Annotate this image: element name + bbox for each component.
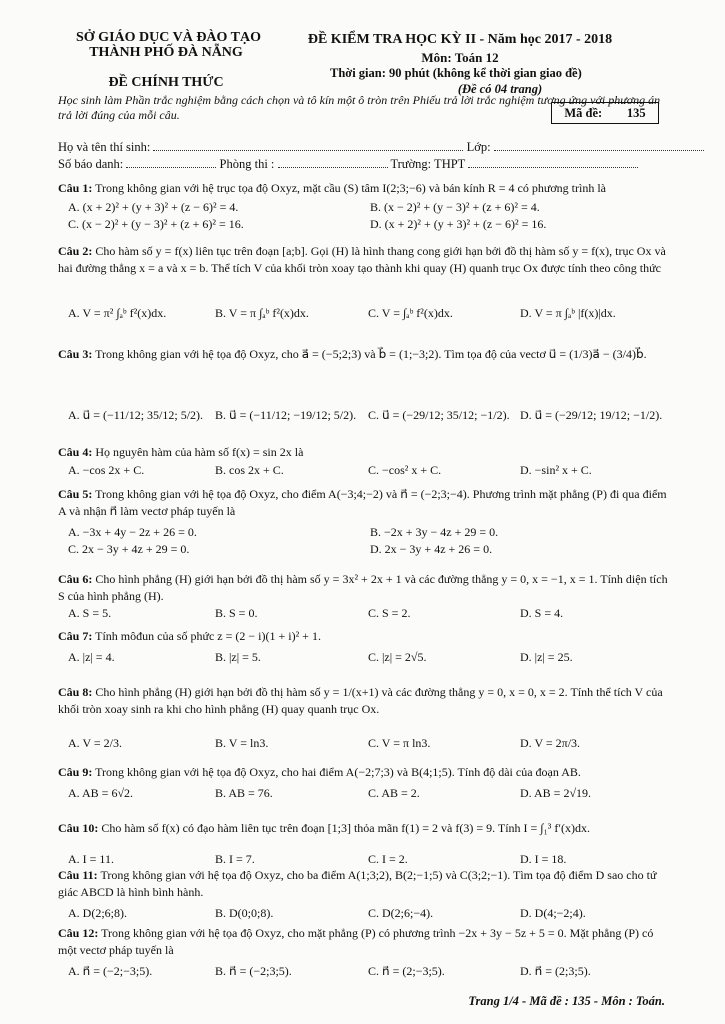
question-8: [58, 684, 670, 718]
question-9-option-a: A. AB = 6√2.: [68, 786, 134, 800]
question-3-option-a: A. u⃗ = (−11/12; 35/12; 5/2).: [68, 408, 204, 422]
dept-name: SỞ GIÁO DỤC VÀ ĐÀO TẠO: [76, 30, 262, 45]
room-field[interactable]: [278, 167, 388, 168]
question-9-option-c: C. AB = 2.: [368, 786, 420, 800]
question-text: Cho hình phẳng (H) giới hạn bởi đồ thị hàm số y = 3x² + 2x + 1 và các đường thẳng y = 0, x = −1, x = 1. Tính diện tích S của hình phẳng (H).: [58, 572, 668, 603]
question-8-option-d: D. V = 2π/3.: [520, 736, 581, 750]
question-text: Trong không gian với hệ tọa độ Oxyz, cho ba điểm A(1;3;2), B(2;−1;5) và C(3;2;−1). Tìm tọa độ điểm D sao cho tứ giác ABCD là hình bình hành.: [58, 868, 657, 899]
exam-time: Thời gian: 90 phút (không kể thời gian giao đề): [330, 66, 582, 80]
question-7-option-d: D. |z| = 25.: [520, 650, 573, 664]
question-10-option-c: C. I = 2.: [368, 852, 408, 866]
question-7-option-a: A. |z| = 4.: [68, 650, 115, 664]
question-8-option-b: B. V = ln3.: [215, 736, 269, 750]
exam-subject: Môn: Toán 12: [421, 50, 499, 65]
question-10-option-b: B. I = 7.: [215, 852, 255, 866]
question-3-option-c: C. u⃗ = (−29/12; 35/12; −1/2).: [368, 408, 510, 422]
question-text: Họ nguyên hàm của hàm số f(x) = sin 2x là: [95, 445, 304, 459]
question-label: Câu 10:: [58, 821, 99, 835]
question-10-option-d: D. I = 18.: [520, 852, 567, 866]
page-footer: Trang 1/4 - Mã đề : 135 - Môn : Toán.: [468, 994, 665, 1008]
question-10: [58, 820, 670, 837]
question-7: [58, 628, 670, 645]
question-9-option-d: D. AB = 2√19.: [520, 786, 592, 800]
student-id-label: Số báo danh:: [58, 157, 124, 171]
class-field[interactable]: [494, 150, 704, 151]
question-text: Cho hàm số f(x) có đạo hàm liên tục trên đoạn [1;3] thỏa mãn f(1) = 2 và f(3) = 9. Tính I = ∫₁³ f′(x)dx.: [101, 821, 590, 835]
question-12-option-d: D. n⃗ = (2;3;5).: [520, 964, 591, 978]
question-12-option-c: C. n⃗ = (2;−3;5).: [368, 964, 445, 978]
question-label: Câu 5:: [58, 487, 93, 501]
question-text: Cho hàm số y = f(x) liên tục trên đoạn [a;b]. Gọi (H) là hình thang cong giới hạn bởi đồ thị hàm số y = f(x), trục Ox và hai đường thẳng x = a và x = b. Thể tích V của khối tròn xoay tạo thành khi quay (H) quanh trục Ox được tính theo công thức: [58, 244, 666, 275]
question-12-option-b: B. n⃗ = (−2;3;5).: [215, 964, 292, 978]
question-11-option-c: C. D(2;6;−4).: [368, 906, 434, 920]
question-1: [58, 180, 670, 197]
question-5-option-b: B. −2x + 3y − 4z + 29 = 0.: [370, 525, 499, 539]
question-7-option-b: B. |z| = 5.: [215, 650, 261, 664]
question-2-option-a: A. V = π² ∫ₐᵇ f²(x)dx.: [68, 306, 167, 320]
room-label: Phòng thi :: [219, 157, 275, 171]
question-3-option-b: B. u⃗ = (−11/12; −19/12; 5/2).: [215, 408, 357, 422]
student-id-field[interactable]: [126, 167, 216, 168]
question-7-option-c: C. |z| = 2√5.: [368, 650, 427, 664]
question-text: Trong không gian với hệ tọa độ Oxyz, cho mặt phẳng (P) có phương trình −2x + 3y − 5z + 5 = 0. Mặt phẳng (P) có một vectơ pháp tuyến là: [58, 926, 654, 957]
question-8-option-c: C. V = π ln3.: [368, 736, 431, 750]
question-5-option-c: C. 2x − 3y + 4z + 29 = 0.: [68, 542, 190, 556]
question-label: Câu 12:: [58, 926, 99, 940]
question-label: Câu 1:: [58, 181, 93, 195]
exam-pages: (Đề có 04 trang): [457, 82, 543, 96]
student-name-field[interactable]: [153, 150, 463, 151]
city-name: THÀNH PHỐ ĐÀ NẴNG: [89, 45, 243, 60]
question-label: Câu 2:: [58, 244, 93, 258]
question-text: Trong không gian với hệ trục tọa độ Oxyz, mặt cầu (S) tâm I(2;3;−6) và bán kính R = 4 có phương trình là: [95, 181, 607, 195]
exam-title: ĐỀ KIỂM TRA HỌC KỲ II - Năm học 2017 - 2018: [307, 32, 613, 47]
question-1-option-b: B. (x − 2)² + (y − 3)² + (z + 6)² = 4.: [370, 200, 540, 214]
question-2-option-c: C. V = ∫ₐᵇ f²(x)dx.: [368, 306, 453, 320]
exam-code-label: Mã đề:: [564, 105, 603, 120]
question-6-option-a: A. S = 5.: [68, 606, 112, 620]
question-11-option-b: B. D(0;0;8).: [215, 906, 274, 920]
question-4: [58, 444, 670, 461]
question-1-option-c: C. (x − 2)² + (y − 3)² + (z + 6)² = 16.: [68, 217, 244, 231]
question-9: [58, 764, 670, 781]
question-5: [58, 486, 670, 520]
question-10-option-a: A. I = 11.: [68, 852, 114, 866]
question-text: Cho hình phẳng (H) giới hạn bởi đồ thị hàm số y = 1/(x+1) và các đường thẳng y = 0, x = 0, x = 2. Tính thể tích V của khối tròn xoay sinh ra khi cho hình phẳng (H) quay quanh trục Ox.: [58, 685, 663, 716]
question-label: Câu 3:: [58, 347, 93, 361]
question-label: Câu 11:: [58, 868, 98, 882]
question-11-option-d: D. D(4;−2;4).: [520, 906, 586, 920]
official-label: ĐỀ CHÍNH THỨC: [108, 75, 224, 90]
question-6-option-d: D. S = 4.: [520, 606, 564, 620]
question-4-option-c: C. −cos² x + C.: [368, 463, 442, 477]
question-12-option-a: A. n⃗ = (−2;−3;5).: [68, 964, 153, 978]
question-5-option-d: D. 2x − 3y + 4z + 26 = 0.: [370, 542, 493, 556]
school-field[interactable]: [468, 167, 638, 168]
student-id-row: [58, 157, 638, 172]
question-label: Câu 6:: [58, 572, 93, 586]
question-1-option-d: D. (x + 2)² + (y + 3)² + (z − 6)² = 16.: [370, 217, 547, 231]
question-12: [58, 925, 670, 959]
question-5-option-a: A. −3x + 4y − 2z + 26 = 0.: [68, 525, 197, 539]
question-2-option-d: D. V = π ∫ₐᵇ |f(x)|dx.: [520, 306, 616, 320]
question-text: Trong không gian với hệ tọa độ Oxyz, cho a⃗ = (−5;2;3) và b⃗ = (1;−3;2). Tìm tọa độ của vectơ u⃗ = (1/3)a⃗ − (3/4)b⃗.: [95, 347, 647, 361]
exam-code: 135: [626, 105, 646, 120]
question-label: Câu 7:: [58, 629, 93, 643]
question-8-option-a: A. V = 2/3.: [68, 736, 122, 750]
question-1-option-a: A. (x + 2)² + (y + 3)² + (z − 6)² = 4.: [68, 200, 239, 214]
question-9-option-b: B. AB = 76.: [215, 786, 273, 800]
question-4-option-a: A. −cos 2x + C.: [68, 463, 145, 477]
question-2: [58, 243, 670, 277]
exam-code-box: [551, 102, 659, 124]
question-text: Trong không gian với hệ tọa độ Oxyz, cho điểm A(−3;4;−2) và n⃗ = (−2;3;−4). Phương trình mặt phẳng (P) đi qua điểm A và nhận n⃗ làm vectơ pháp tuyến là: [58, 487, 667, 518]
question-label: Câu 9:: [58, 765, 93, 779]
question-2-option-b: B. V = π ∫ₐᵇ f²(x)dx.: [215, 306, 309, 320]
question-6-option-b: B. S = 0.: [215, 606, 258, 620]
question-3-option-d: D. u⃗ = (−29/12; 19/12; −1/2).: [520, 408, 663, 422]
question-6-option-c: C. S = 2.: [368, 606, 411, 620]
question-11-option-a: A. D(2;6;8).: [68, 906, 127, 920]
question-text: Trong không gian với hệ tọa độ Oxyz, cho hai điểm A(−2;7;3) và B(4;1;5). Tính độ dài của đoạn AB.: [95, 765, 581, 779]
question-4-option-b: B. cos 2x + C.: [215, 463, 284, 477]
school-label: Trường: THPT: [390, 157, 466, 171]
student-name-row: [58, 140, 704, 155]
question-3: [58, 346, 670, 363]
question-text: Tính môđun của số phức z = (2 − i)(1 + i)² + 1.: [95, 629, 321, 643]
question-6: [58, 571, 670, 605]
question-label: Câu 4:: [58, 445, 93, 459]
instruction: Học sinh làm Phần trắc nghiệm bằng cách chọn và tô kín một ô tròn trên Phiếu trả lời trắc nghiệm tương ứng với phương án trả lời đúng của mỗi câu.: [58, 93, 661, 122]
question-4-option-d: D. −sin² x + C.: [520, 463, 592, 477]
student-name-label: Họ và tên thí sinh:: [58, 140, 151, 154]
class-label: Lớp:: [466, 140, 491, 154]
question-label: Câu 8:: [58, 685, 93, 699]
question-11: [58, 867, 670, 901]
